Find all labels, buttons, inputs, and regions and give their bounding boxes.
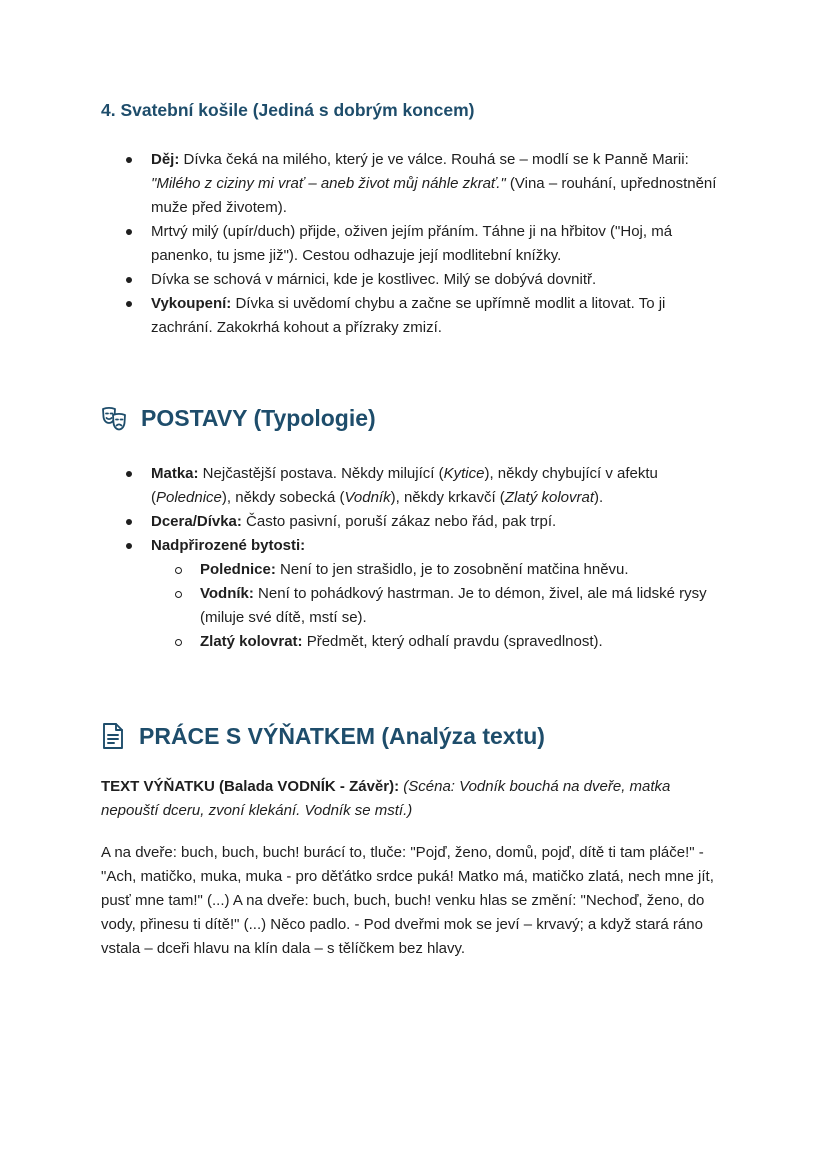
list-item — [101, 148, 721, 220]
sub-list-item — [151, 630, 721, 654]
quote-text: "Milého z ciziny mi vrať – aneb život můj náhle zkrať." — [151, 175, 506, 192]
bullet-text: ), někdy sobecká ( — [221, 489, 345, 506]
list-item — [101, 510, 721, 534]
section-heading-postavy — [101, 405, 376, 432]
bullet-text: Mrtvý milý (upír/duch) přijde, oživen jejím přáním. Táhne ji na hřbitov ("Hoj, má panenko, tu jsme již"). Cestou odhazuje její modlitební knížky. — [151, 223, 673, 264]
bullet-text: Dívka se schová v márnici, kde je kostlivec. Milý se dobývá dovnitř. — [151, 271, 597, 288]
bullet-label-dej: Děj: — [151, 151, 180, 168]
bullet-text: (Vina – rouhání, upřednostnění muže před životem). — [151, 175, 717, 216]
excerpt-intro — [101, 775, 721, 823]
bullet-text: Dívka si uvědomí chybu a začne se upřímně modlit a litovat. To ji zachrání. Zakokrhá kohout a přízraky zmizí. — [151, 295, 666, 336]
document-icon — [101, 722, 125, 750]
section-title: PRÁCE S VÝŇATKEM (Analýza textu) — [139, 722, 545, 749]
theater-masks-icon — [101, 406, 127, 432]
sub-label-polednice: Polednice: — [200, 561, 276, 578]
list-item — [101, 220, 721, 268]
section-heading-svatebni-kosile: 4. Svatební košile (Jediná s dobrým koncem) — [101, 100, 475, 120]
svatebni-kosile-list — [101, 148, 721, 340]
sub-text: Předmět, který odhalí pravdu (spravedlnost). — [302, 633, 603, 650]
italic-title: Kytice — [443, 465, 485, 482]
bullet-text: Nejčastější postava. Někdy milující ( — [198, 465, 444, 482]
section-title: POSTAVY (Typologie) — [141, 405, 376, 431]
bullet-text: ). — [594, 489, 604, 506]
section-heading-prace — [101, 722, 545, 750]
excerpt-text: A na dveře: buch, buch, buch! burácí to, tluče: "Pojď, ženo, domů, pojď, dítě ti tam pláče!" - "Ach, matičko, muka, muka - pro děťátko srdce puká! Matko má, matičko zlatá, nech mne jít, pusť mne tam!" (...) A na dveře: buch, buch, buch! venku hlas se změní: "Nechoď, ženo, do vody, přinesu ti dítě!" (...) Něco padlo. - Pod dveřmi mok se jeví – krvavý; a když stará ráno vstala – dceři hlavu na klín dala – s tělíčkem bez hlavy. — [101, 844, 714, 957]
bullet-text: Dívka čeká na milého, který je ve válce. Rouhá se – modlí se k Panně Marii: — [179, 151, 689, 168]
excerpt-scene-note: (Scéna: Vodník bouchá na dveře, matka nepouští dceru, zvoní klekání. Vodník se mstí.) — [101, 778, 671, 819]
italic-title: Zlatý kolovrat — [504, 489, 595, 506]
italic-title: Vodník — [344, 489, 391, 506]
bullet-label-matka: Matka: — [151, 465, 199, 482]
postavy-list — [101, 462, 721, 654]
bullet-label-nadprirozene: Nadpřirozené bytosti: — [151, 537, 306, 554]
sub-text: Není to jen strašidlo, je to zosobnění matčina hněvu. — [275, 561, 629, 578]
sub-label-vodnik: Vodník: — [200, 585, 254, 602]
bullet-label-dcera: Dcera/Dívka: — [151, 513, 242, 530]
bullet-text: ), někdy krkavčí ( — [390, 489, 505, 506]
list-item — [101, 268, 721, 292]
bullet-label-vykoupeni: Vykoupení: — [151, 295, 232, 312]
bullet-text: ), někdy chybující v afektu ( — [151, 465, 658, 506]
nadprirozene-sublist — [151, 558, 721, 654]
bullet-text: Často pasivní, poruší zákaz nebo řád, pak trpí. — [241, 513, 557, 530]
sub-list-item — [151, 582, 721, 630]
italic-title: Polednice — [156, 489, 222, 506]
sub-list-item — [151, 558, 721, 582]
excerpt-label: TEXT VÝŇATKU (Balada VODNÍK - Závěr): — [101, 778, 400, 795]
list-item — [101, 534, 721, 654]
list-item — [101, 462, 721, 510]
sub-label-zlaty-kolovrat: Zlatý kolovrat: — [200, 633, 303, 650]
list-item — [101, 292, 721, 340]
sub-text: Není to pohádkový hastrman. Je to démon, živel, ale má lidské rysy (miluje své dítě, mstí se). — [200, 585, 707, 626]
